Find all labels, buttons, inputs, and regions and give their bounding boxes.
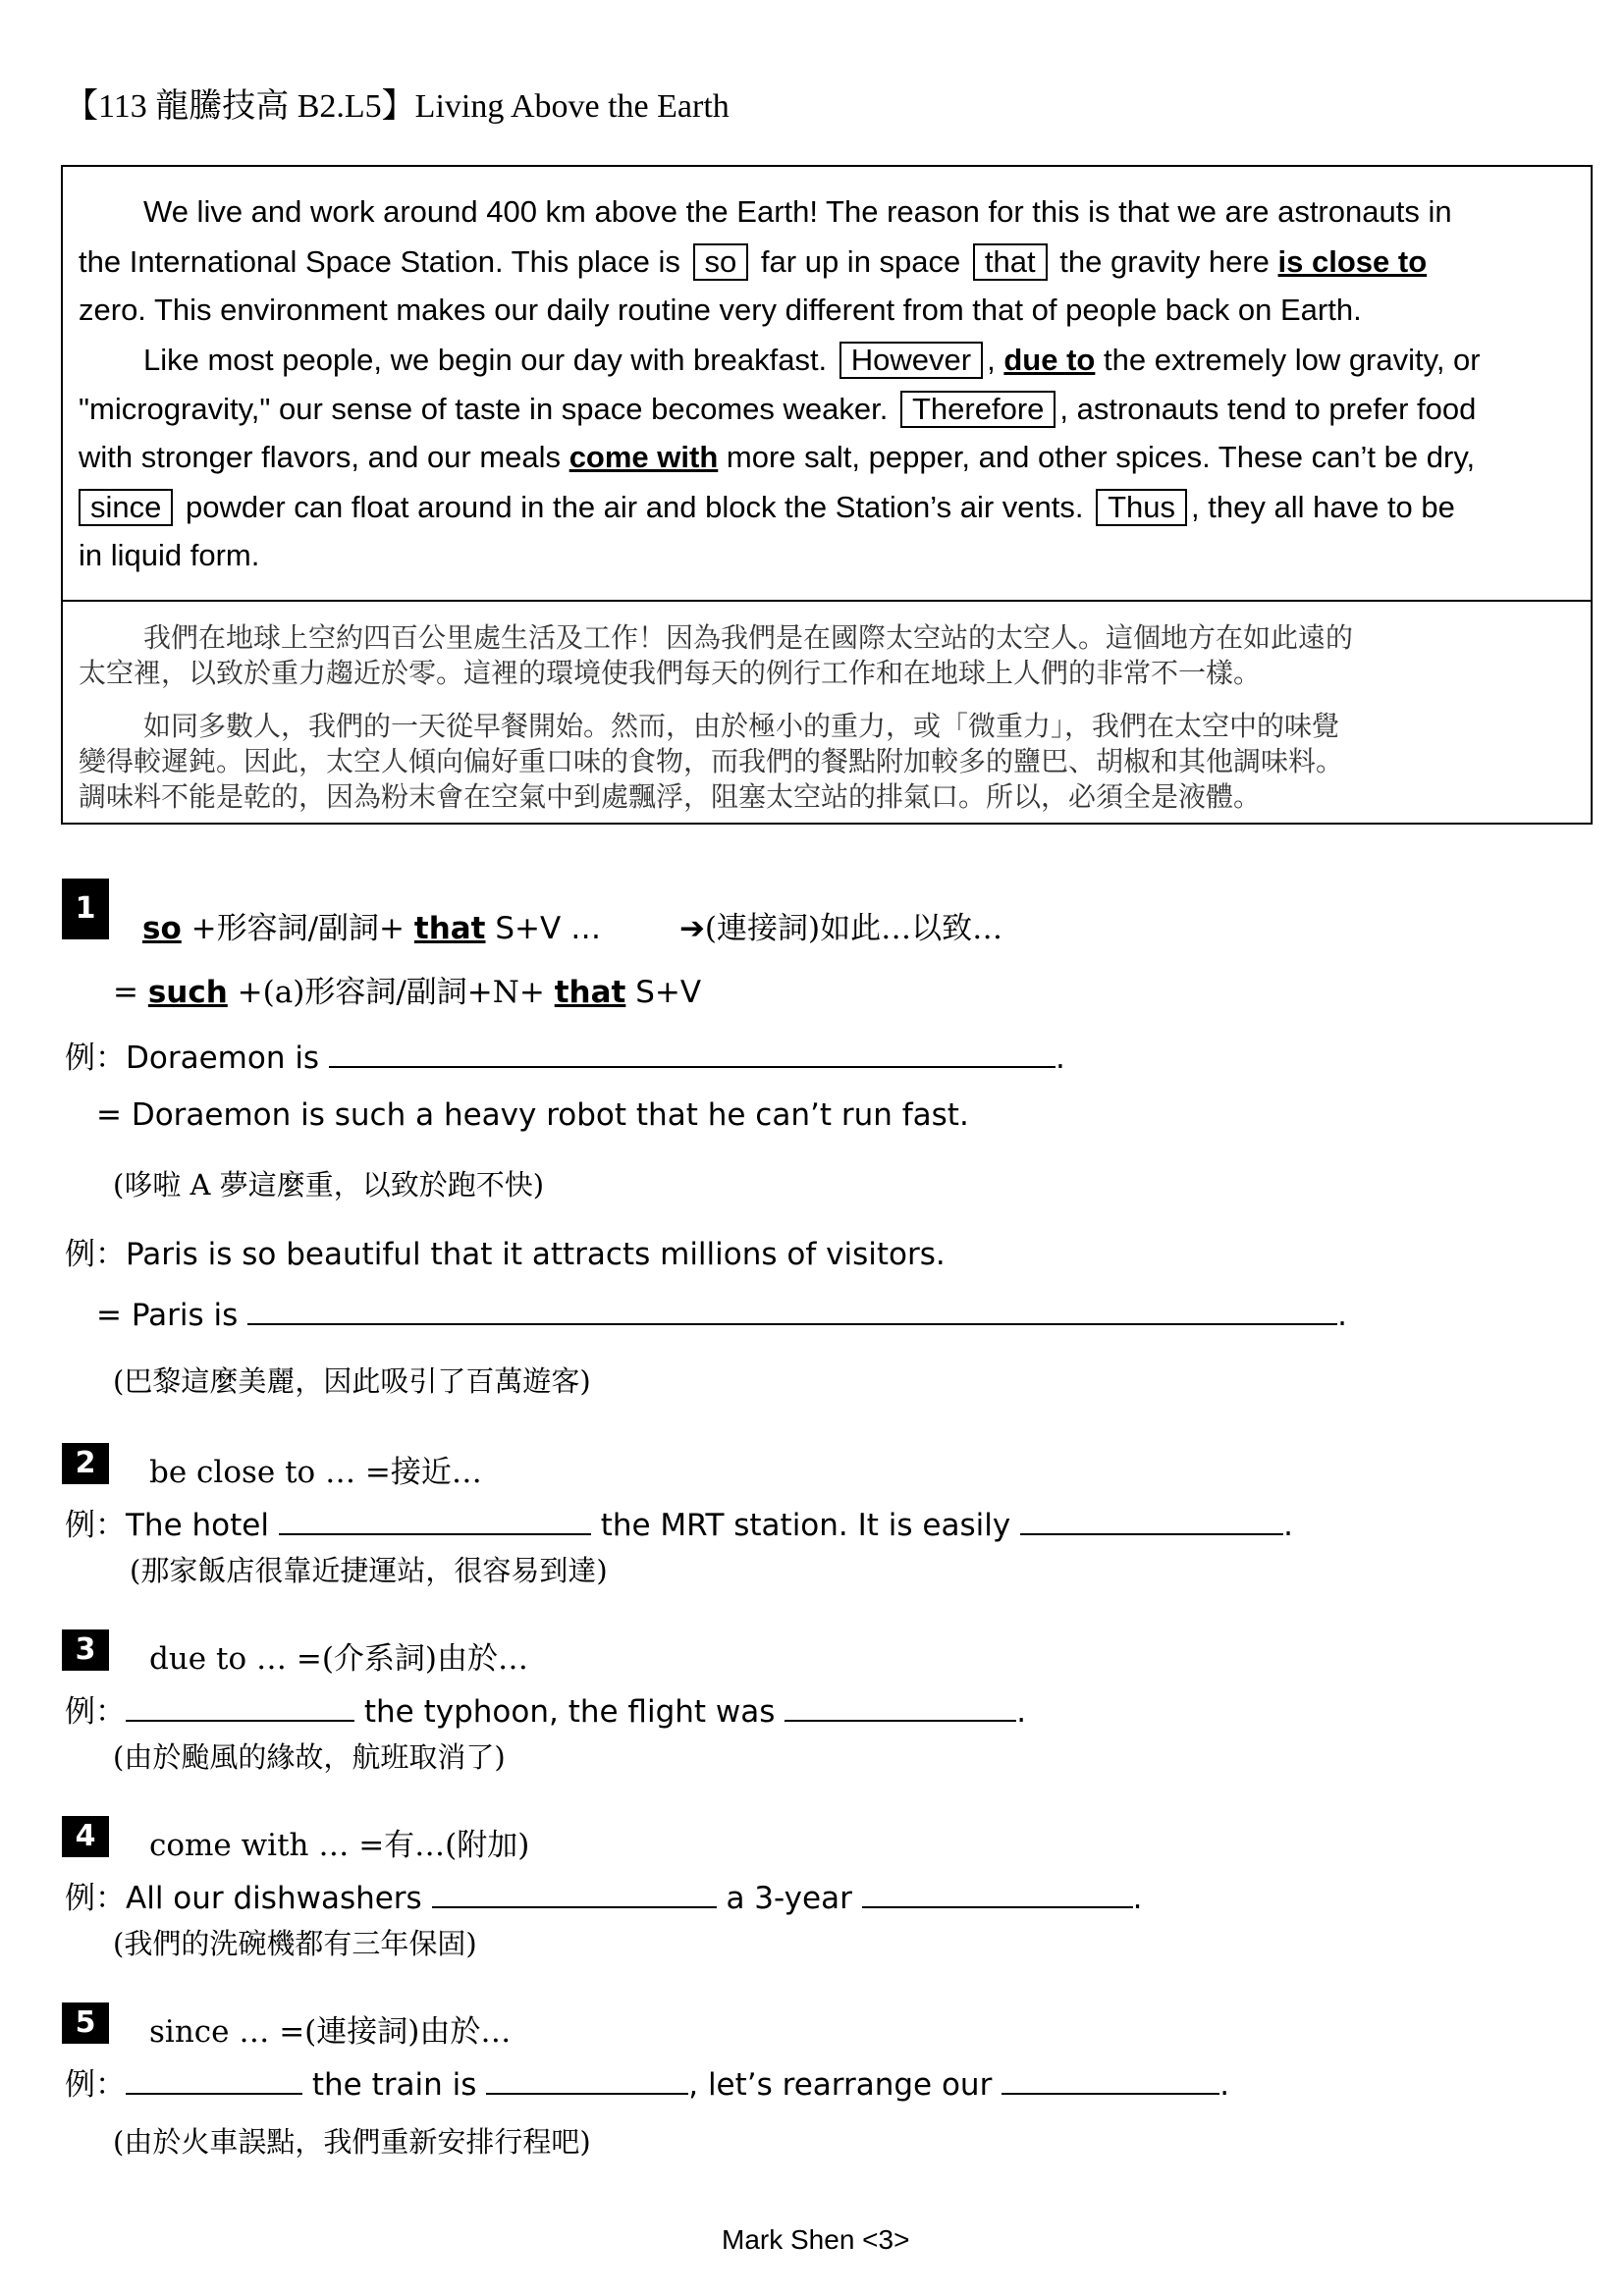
page-footer: Mark Shen <3> [722,2224,910,2255]
fill-blank[interactable] [862,1877,1133,1908]
note-number-badge: 2 [62,1443,109,1484]
fill-blank[interactable] [126,2063,302,2095]
fill-blank[interactable] [1020,1504,1283,1535]
boxed-word: that [973,243,1048,281]
note-heading: since … =(連接詞)由於… [149,2014,512,2050]
passage-line: We live and work around 400 km above the Earth! The reason for this is that we are astronauts in [143,194,1452,229]
boxed-word: However [839,342,983,379]
key-phrase: come with [568,440,719,474]
example-line: 例： the train is , let’s rearrange our . [65,2059,1229,2104]
fill-blank[interactable] [247,1294,1337,1325]
translation-line: 太空裡，以致於重力趨近於零。這裡的環境使我們每天的例行工作和在地球上人們的非常不一樣。 [79,657,1262,689]
passage-line: since powder can float around in the air and block the Station’s air vents. Thus , they all have to be [79,489,1455,526]
translation-line: 我們在地球上空約四百公里處生活及工作！因為我們是在國際太空站的太空人。這個地方在如此遠的 [143,621,1354,654]
note-number-badge: 5 [62,2002,109,2044]
fill-blank[interactable] [1001,2063,1219,2095]
passage-line: Like most people, we begin our day with breakfast. However , due to the extremely low gravity, or [143,343,1481,377]
passage-line: the International Space Station. This place is so far up in space that the gravity here is close to [79,244,1428,279]
example-translation: (由於火車誤點，我們重新安排行程吧) [113,2125,591,2159]
translation-line: 變得較遲鈍。因此，太空人傾向偏好重口味的食物，而我們的餐點附加較多的鹽巴、胡椒和其他調味料。 [79,745,1344,777]
example-translation: (巴黎這麼美麗，因此吸引了百萬遊客) [113,1364,591,1398]
example-line: 例：The hotel the MRT station. It is easily . [65,1500,1293,1544]
note-number-badge: 4 [62,1816,109,1857]
divider [63,600,1591,602]
key-phrase: is close to [1277,244,1428,279]
boxed-word: Therefore [900,391,1056,428]
fill-blank[interactable] [329,1037,1056,1068]
note-heading: come with … =有…(附加) [149,1828,530,1863]
passage-box [61,165,1593,825]
boxed-word: since [79,489,173,526]
note-heading: be close to … =接近… [149,1455,482,1490]
example-translation: (由於颱風的緣故，航班取消了) [113,1740,506,1774]
note-heading: due to … =(介系詞)由於… [149,1641,529,1677]
example-line: 例：Paris is so beautiful that it attracts millions of visitors. [65,1237,946,1272]
fill-blank[interactable] [279,1504,591,1535]
example-translation: (哆啦 A 夢這麼重，以致於跑不快) [113,1168,545,1201]
passage-line: in liquid form. [79,538,260,572]
note-heading: so +形容詞/副詞+ that S+V … ➔(連接詞)如此…以致… [142,911,1003,946]
passage-line: zero. This environment makes our daily routine very different from that of people back on Earth. [79,293,1362,327]
note-number-badge: 3 [62,1629,109,1671]
passage-line: with stronger flavors, and our meals come with more salt, pepper, and other spices. These can’t be dry, [79,440,1476,474]
note-number-badge: 1 [62,879,109,939]
boxed-word: so [693,243,749,281]
example-line: 例：Doraemon is . [65,1033,1065,1077]
boxed-word: Thus [1096,489,1187,526]
key-phrase: due to [1003,343,1096,377]
fill-blank[interactable] [126,1690,354,1722]
passage-line: "microgravity," our sense of taste in space becomes weaker. Therefore , astronauts tend to prefer food [79,392,1477,426]
example-line: = Paris is . [96,1294,1347,1333]
example-line: = Doraemon is such a heavy robot that he can’t run fast. [96,1097,969,1133]
example-line: 例： the typhoon, the flight was . [65,1686,1026,1731]
example-line: 例：All our dishwashers a 3-year . [65,1873,1143,1917]
fill-blank[interactable] [486,2063,688,2095]
page-title: 【113 龍騰技高 B2.L5】Living Above the Earth [65,88,730,125]
example-translation: (那家飯店很靠近捷運站，很容易到達) [130,1554,608,1587]
example-translation: (我們的洗碗機都有三年保固) [113,1927,477,1960]
note-heading: = such +(a)形容詞/副詞+N+ that S+V [113,975,702,1010]
fill-blank[interactable] [432,1877,717,1908]
fill-blank[interactable] [785,1690,1016,1722]
translation-line: 如同多數人，我們的一天從早餐開始。然而，由於極小的重力，或「微重力」，我們在太空中的味覺 [143,710,1340,742]
translation-line: 調味料不能是乾的，因為粉末會在空氣中到處飄浮，阻塞太空站的排氣口。所以，必須全是液體。 [79,780,1262,813]
